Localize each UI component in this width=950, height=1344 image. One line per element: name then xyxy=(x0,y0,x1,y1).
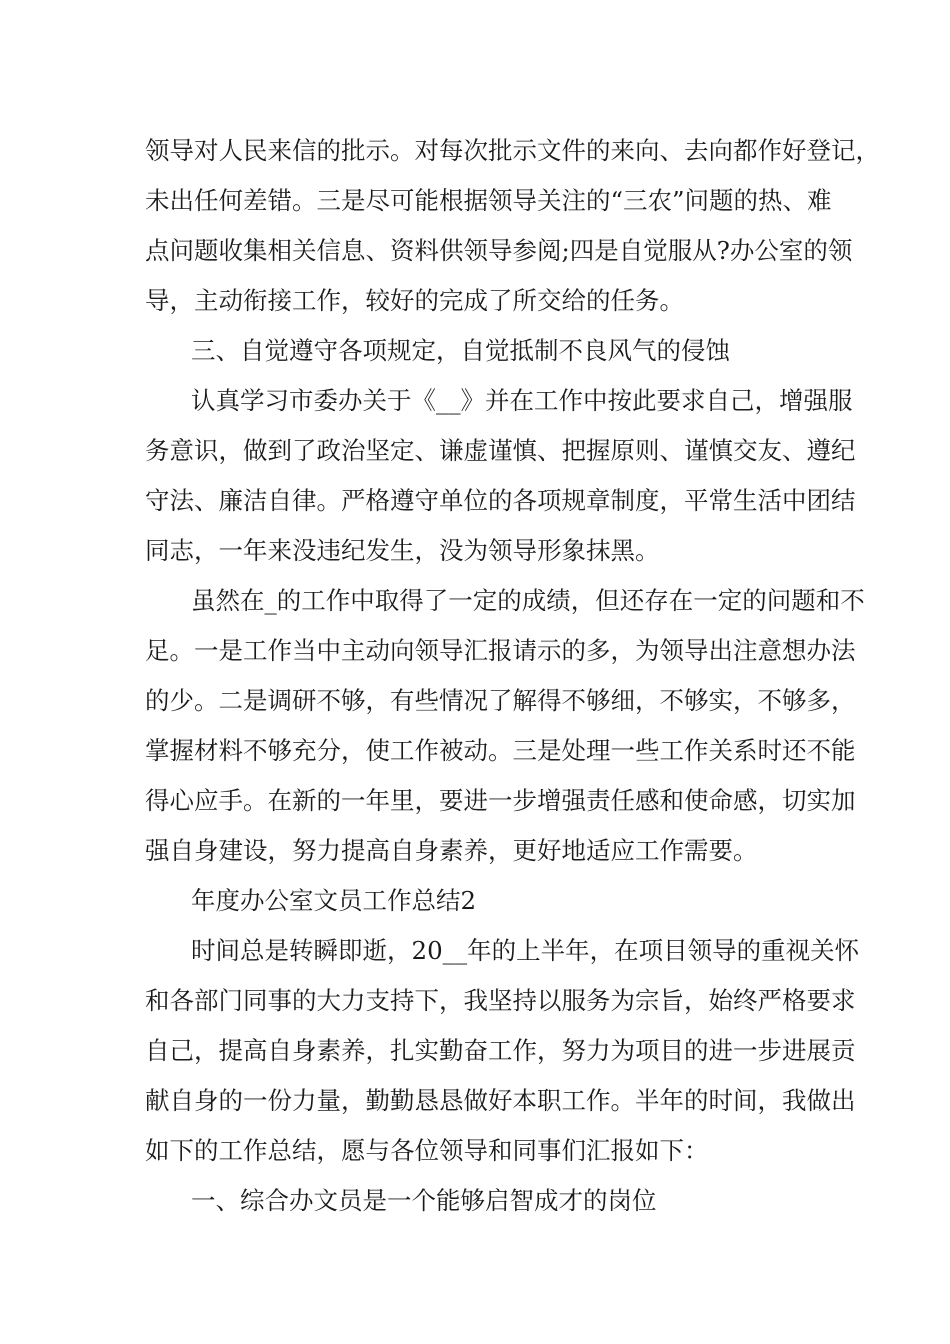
document-title: 年度办公室文员工作总结2 xyxy=(191,886,477,915)
text-line: 导，主动衔接工作，较好的完成了所交给的任务。 xyxy=(145,286,684,315)
text-line: 自己，提高自身素养，扎实勤奋工作，努力为项目的进一步进展贡 xyxy=(145,1036,856,1065)
text-line: 献自身的一份力量，勤勤恳恳做好本职工作。半年的时间，我做出 xyxy=(145,1086,856,1115)
text-line: 务意识，做到了政治坚定、谦虚谨慎、把握原则、谨慎交友、遵纪 xyxy=(145,436,856,465)
text-line: 虽然在_的工作中取得了一定的成绩，但还存在一定的问题和不 xyxy=(191,586,865,615)
text-line: 得心应手。在新的一年里，要进一步增强责任感和使命感，切实加 xyxy=(145,786,856,815)
text-line: 点问题收集相关信息、资料供领导参阅;四是自觉服从?办公室的领 xyxy=(145,236,853,265)
text-line: 时间总是转瞬即逝，20__年的上半年，在项目领导的重视关怀 xyxy=(191,936,860,965)
section-heading: 三、自觉遵守各项规定，自觉抵制不良风气的侵蚀 xyxy=(191,336,730,365)
text-line: 领导对人民来信的批示。对每次批示文件的来向、去向都作好登记， xyxy=(145,136,880,165)
text-line: 强自身建设，努力提高自身素养，更好地适应工作需要。 xyxy=(145,836,758,865)
text-line: 足。一是工作当中主动向领导汇报请示的多，为领导出注意想办法 xyxy=(145,636,856,665)
text-line: 和各部门同事的大力支持下，我坚持以服务为宗旨，始终严格要求 xyxy=(145,986,856,1015)
text-line: 如下的工作总结，愿与各位领导和同事们汇报如下： xyxy=(145,1136,709,1165)
text-line: 认真学习市委办关于《__》并在工作中按此要求自己，增强服 xyxy=(191,386,853,415)
text-line: 的少。二是调研不够，有些情况了解得不够细，不够实，不够多， xyxy=(145,686,856,715)
text-line: 同志，一年来没违纪发生，没为领导形象抹黑。 xyxy=(145,536,660,565)
section-heading: 一、综合办文员是一个能够启智成才的岗位 xyxy=(191,1186,657,1215)
text-line: 掌握材料不够充分，使工作被动。三是处理一些工作关系时还不能 xyxy=(145,736,856,765)
text-line: 守法、廉洁自律。严格遵守单位的各项规章制度，平常生活中团结 xyxy=(145,486,856,515)
text-line: 未出任何差错。三是尽可能根据领导关注的“三农”问题的热、难 xyxy=(145,186,832,215)
document-body xyxy=(145,126,880,1226)
